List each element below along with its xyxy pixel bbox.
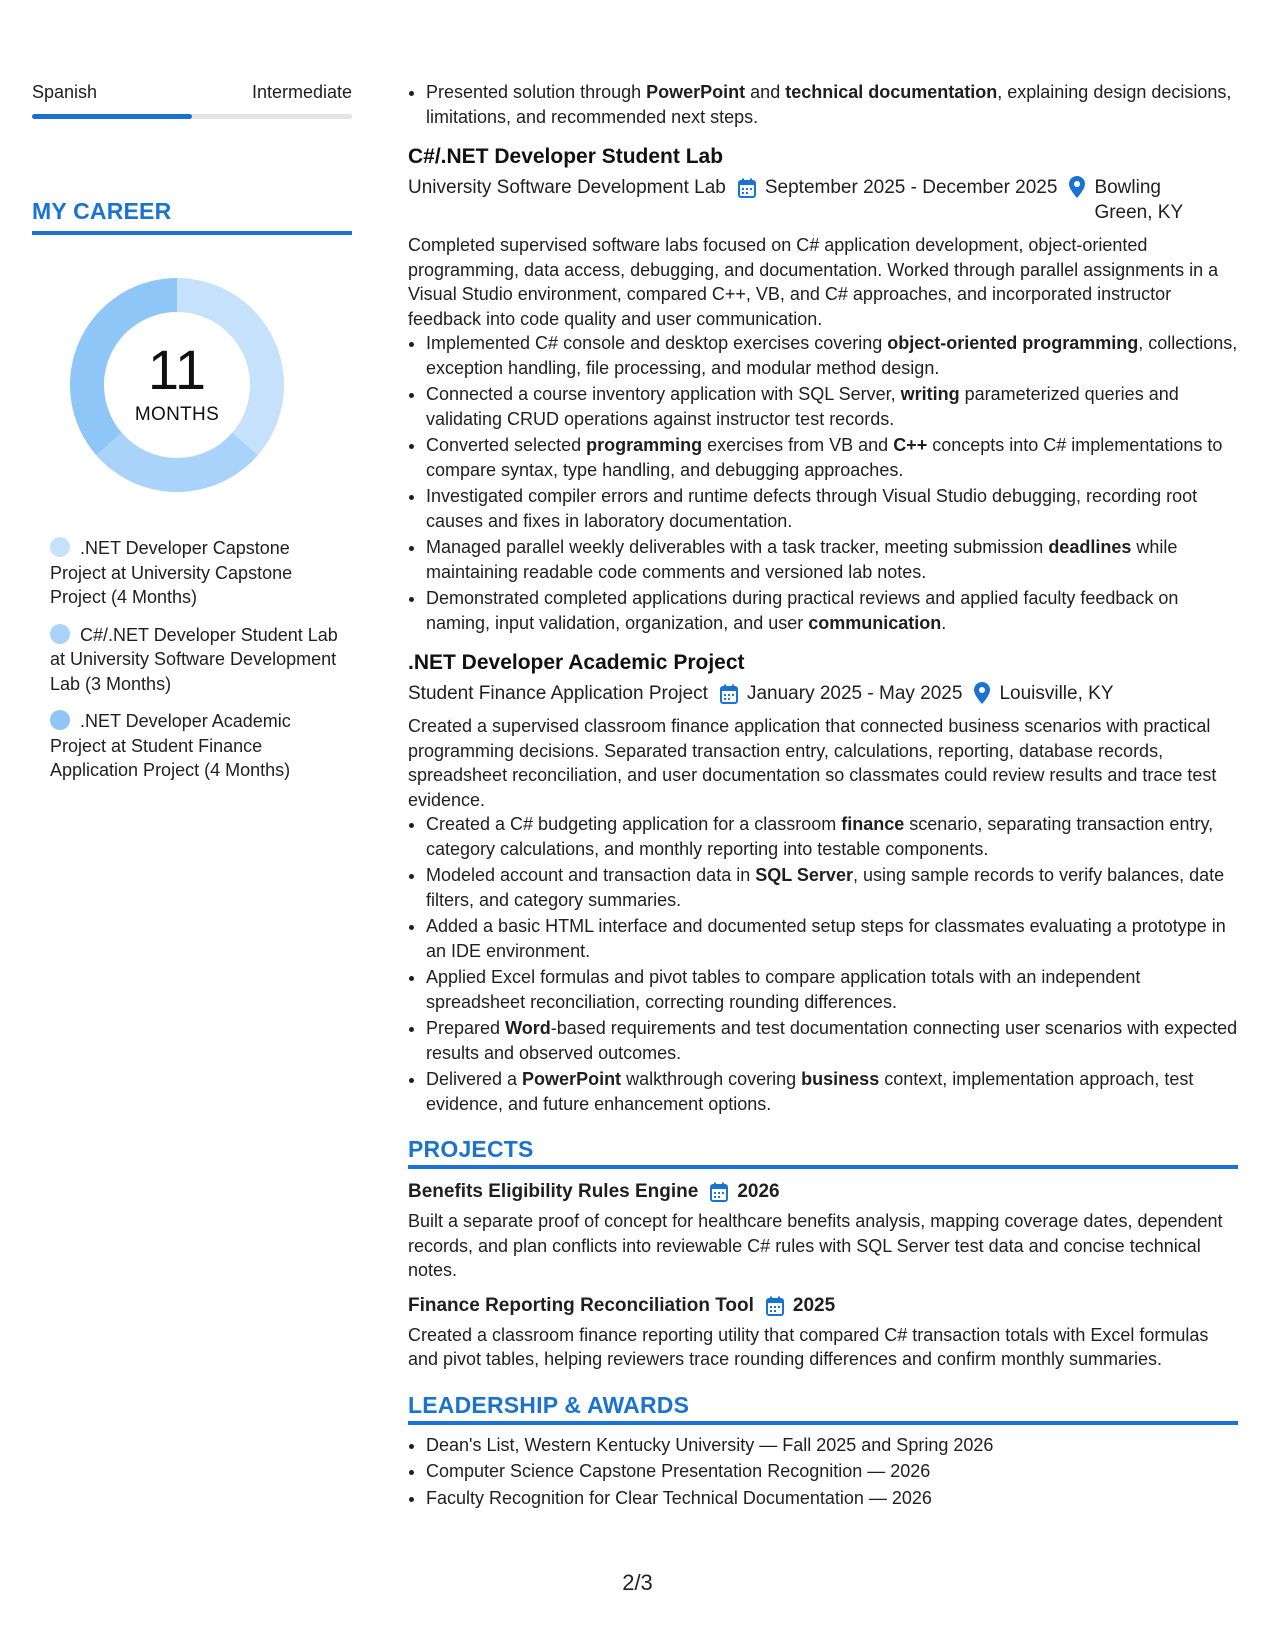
entry-description: Created a supervised classroom finance application that connected business scenarios with practical programming decisions. Separated transaction entry, calculations, reporting, database records, spreadsheet reconciliation, and user documentation so classmates could review results and trace test evidence. — [408, 716, 1217, 810]
map-pin-icon — [1069, 176, 1085, 198]
project-year-text: 2026 — [737, 1181, 780, 1202]
career-legend — [50, 536, 350, 796]
project-title-row — [408, 1179, 1238, 1205]
career-legend-item — [50, 623, 350, 697]
awards-list — [408, 1433, 1238, 1511]
project-year-text: 2025 — [792, 1294, 836, 1316]
entry-title: C#/.NET Developer Student Lab — [408, 145, 724, 168]
bullet-item: • Managed parallel weekly deliverables with a task tracker, meeting submission deadlines while maintaining readable code comments and versioned lab notes. — [426, 535, 1238, 584]
entry-title: .NET Developer Academic Project — [408, 651, 745, 674]
project-title-row — [408, 1293, 1238, 1319]
bullet-item: • Demonstrated completed applications during practical reviews and applied faculty feedback on naming, input validation, organization, and user communication. — [426, 586, 1238, 635]
language-proficiency-bar — [32, 114, 352, 119]
entry-bullets — [408, 331, 1238, 635]
entry-meta — [408, 681, 1238, 706]
calendar-icon — [766, 1296, 784, 1316]
project-year — [710, 1179, 779, 1205]
entry-organization: Student Finance Application Project — [408, 683, 708, 704]
career-item-text: .NET Developer Capstone Project at University Capstone Project (4 Months) — [50, 538, 293, 607]
entry-organization: University Software Development Lab — [408, 177, 726, 198]
bullet-item: • Delivered a PowerPoint walkthrough covering business context, implementation approach, test evidence, and future enhancement options. — [426, 1067, 1238, 1116]
bullet-item: • Added a basic HTML interface and documented setup steps for classmates evaluating a prototype in an IDE environment. — [426, 914, 1238, 963]
calendar-icon — [738, 178, 756, 198]
legend-dot — [50, 624, 70, 644]
career-legend-item — [50, 536, 350, 610]
language-level: Intermediate — [251, 82, 352, 102]
bullet-item: • Converted selected programming exercises from VB and C++ concepts into C# implementations to compare syntax, type handling, and debugging approaches. — [426, 433, 1238, 482]
project-title: Benefits Eligibility Rules Engine — [408, 1181, 699, 1202]
entry-location — [1069, 175, 1189, 225]
bullet-item: • Modeled account and transaction data in SQL Server, using sample records to verify balances, date filters, and category summaries. — [426, 863, 1238, 912]
career-donut-chart — [64, 272, 290, 498]
bullet-item: • Presented solution through PowerPoint and technical documentation, explaining design decisions, limitations, and recommended next steps. — [426, 80, 1238, 129]
language-row — [32, 80, 352, 104]
donut-center — [64, 272, 290, 498]
calendar-icon — [710, 1182, 728, 1202]
entry-date — [738, 175, 1058, 200]
entry-date-text: January 2025 - May 2025 — [746, 683, 963, 704]
entry-meta — [408, 175, 1238, 225]
project-item — [408, 1179, 1238, 1283]
career-item-text: C#/.NET Developer Student Lab at University Software Development Lab (3 Months) — [50, 624, 338, 694]
bullet-item: • Prepared Word-based requirements and test documentation connecting user scenarios with expected results and observed outcomes. — [426, 1016, 1238, 1065]
project-title: Finance Reporting Reconciliation Tool — [408, 1294, 754, 1316]
career-total-number: 11 — [147, 338, 207, 401]
main-content — [408, 80, 1238, 1512]
project-description: Built a separate proof of concept for healthcare benefits analysis, mapping coverage dates, dependent records, and plan conflicts into reviewable C# rules with SQL Server test data and concise technical notes. — [408, 1211, 1223, 1280]
experience-entry-lab — [408, 143, 1238, 635]
legend-dot — [50, 537, 70, 557]
entry-bullets — [408, 812, 1238, 1116]
bullet-item: • Investigated compiler errors and runtime defects through Visual Studio debugging, recording root causes and fixes in laboratory documentation. — [426, 484, 1238, 533]
award-item: • Faculty Recognition for Clear Technical Documentation — 2026 — [426, 1486, 1238, 1511]
bullet-item: • Created a C# budgeting application for a classroom finance scenario, separating transaction entry, category calculations, and monthly reporting into testable components. — [426, 812, 1238, 861]
project-description: Created a classroom finance reporting utility that compared C# transaction totals with Excel formulas and pivot tables, helping reviewers trace rounding differences and confirm monthly summaries. — [408, 1324, 1209, 1369]
previous-entry-bullets — [408, 80, 1238, 129]
legend-dot — [50, 710, 70, 730]
language-name: Spanish — [32, 82, 98, 102]
project-item — [408, 1293, 1238, 1372]
sidebar — [32, 80, 352, 780]
project-year — [766, 1293, 835, 1319]
entry-location-text: Bowling Green, KY — [1094, 177, 1184, 223]
bullet-item: • Connected a course inventory application with SQL Server, writing parameterized queries and validating CRUD operations against instructor test records. — [426, 382, 1238, 431]
map-pin-icon — [974, 682, 990, 704]
page-number: 2/3 — [622, 1570, 653, 1595]
entry-date-text: September 2025 - December 2025 — [764, 177, 1058, 198]
entry-date — [720, 681, 962, 706]
career-legend-item — [50, 709, 350, 783]
entry-location-text: Louisville, KY — [999, 683, 1114, 704]
calendar-icon — [720, 684, 738, 704]
awards-heading: LEADERSHIP & AWARDS — [408, 1392, 1238, 1425]
award-item: • Dean's List, Western Kentucky University — Fall 2025 and Spring 2026 — [426, 1433, 1238, 1458]
career-heading: MY CAREER — [32, 198, 352, 235]
career-item-text: .NET Developer Academic Project at Student Finance Application Project (4 Months) — [50, 711, 291, 780]
bullet-item: • Applied Excel formulas and pivot tables to compare application totals with an independent spreadsheet reconciliation, correcting rounding differences. — [426, 965, 1238, 1014]
bullet-item: • Implemented C# console and desktop exercises covering object-oriented programming, collections, exception handling, file processing, and modular method design. — [426, 331, 1238, 380]
career-total-unit: MONTHS — [134, 404, 220, 425]
projects-heading: PROJECTS — [408, 1136, 1238, 1169]
experience-entry-academic — [408, 649, 1238, 1116]
award-item: • Computer Science Capstone Presentation Recognition — 2026 — [426, 1459, 1238, 1484]
language-proficiency-fill — [32, 114, 192, 119]
entry-description: Completed supervised software labs focused on C# application development, object-oriented programming, data access, debugging, and documentation. Worked through parallel assignments in a Visual Studio environment, compared C++, VB, and C# approaches, and incorporated instructor feedback into code quality and user communication. — [408, 235, 1219, 329]
entry-location — [974, 681, 1113, 706]
